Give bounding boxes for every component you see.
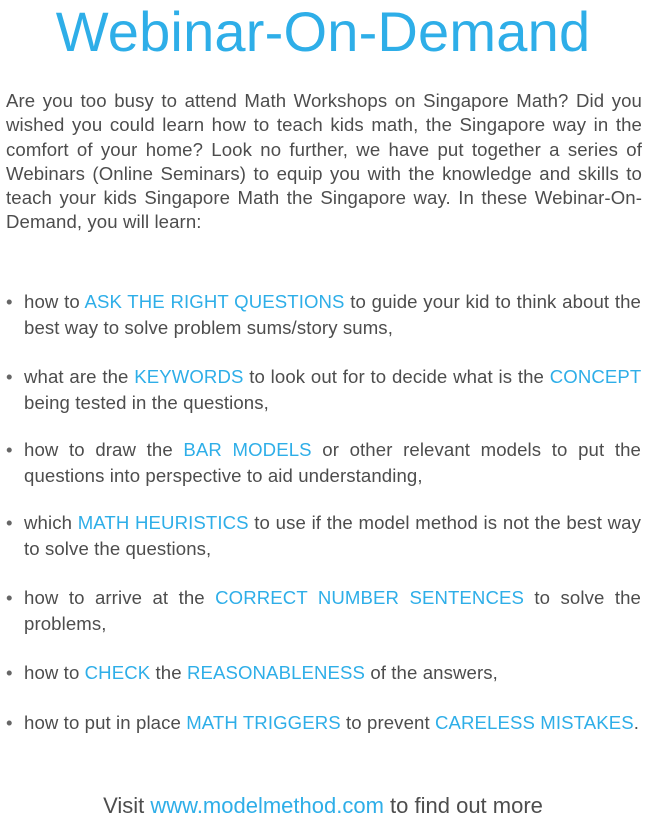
bullet-text: how to [24, 291, 85, 312]
bullet-text: how to arrive at the [24, 587, 216, 608]
bullet-text: which [24, 512, 78, 533]
bullet-math-triggers [6, 710, 641, 736]
highlight-term: KEYWORDS [134, 366, 244, 387]
highlight-term: CARELESS MISTAKES [435, 712, 634, 733]
bullet-text: to solve the problems, [24, 587, 641, 634]
bullet-text: to look out for to decide what is the [243, 366, 550, 387]
highlight-term: REASONABLENESS [186, 662, 366, 683]
bullet-text: to guide your kid to think about the best way to solve problem sums/story sums, [24, 291, 641, 338]
bullet-number-sentences [6, 585, 641, 637]
bullet-text: how to put in place [24, 712, 187, 733]
bullet-check [6, 660, 641, 686]
bullet-icon: • [6, 291, 13, 312]
footer-prefix: Visit [103, 793, 151, 818]
bullet-text: how to draw the [24, 439, 184, 460]
footer-call-to-action [0, 791, 646, 821]
page-title: Webinar-On-Demand [55, 0, 591, 63]
bullet-text: to use if the model method is not the best way to solve the questions, [24, 512, 641, 559]
bullet-ask-questions [6, 289, 641, 341]
bullet-text: of the answers, [365, 662, 498, 683]
highlight-term: MATH TRIGGERS [186, 712, 341, 733]
highlight-term: CHECK [84, 662, 151, 683]
bullet-text: . [633, 712, 639, 733]
bullet-math-heuristics [6, 510, 641, 562]
bullet-icon: • [6, 587, 13, 608]
bullet-text: how to [24, 662, 85, 683]
intro-paragraph: Are you too busy to attend Math Workshops on Singapore Math? Did you wished you could learn how to teach kids math, the Singapore way in the comfort of your home? Look no further, we have put together a series of Webinars (Online Seminars) to equip you with the knowledge and skills to teach your kids Singapore Math the Singapore way. In these Webinar-On-Demand, you will learn: [6, 90, 642, 233]
bullet-text: what are the [24, 366, 135, 387]
bullet-text: the [150, 662, 187, 683]
footer-suffix: to find out more [383, 793, 543, 818]
bullet-icon: • [6, 712, 13, 733]
highlight-term: BAR MODELS [183, 439, 312, 460]
highlight-term: ASK THE RIGHT QUESTIONS [84, 291, 345, 312]
highlight-term: MATH HEURISTICS [77, 512, 249, 533]
bullet-icon: • [6, 366, 13, 387]
highlight-term: CONCEPT [549, 366, 642, 387]
bullet-icon: • [6, 439, 13, 460]
bullet-icon: • [6, 662, 13, 683]
bullet-bar-models [6, 437, 642, 489]
bullet-keywords [6, 364, 642, 416]
highlight-term: CORRECT NUMBER SENTENCES [215, 587, 524, 608]
bullet-icon: • [6, 512, 13, 533]
bullet-text: or other relevant models to put the questions into perspective to aid understanding, [24, 439, 642, 486]
website-link[interactable]: www.modelmethod.com [150, 793, 384, 818]
bullet-text: being tested in the questions, [24, 392, 269, 413]
bullet-text: to prevent [340, 712, 435, 733]
